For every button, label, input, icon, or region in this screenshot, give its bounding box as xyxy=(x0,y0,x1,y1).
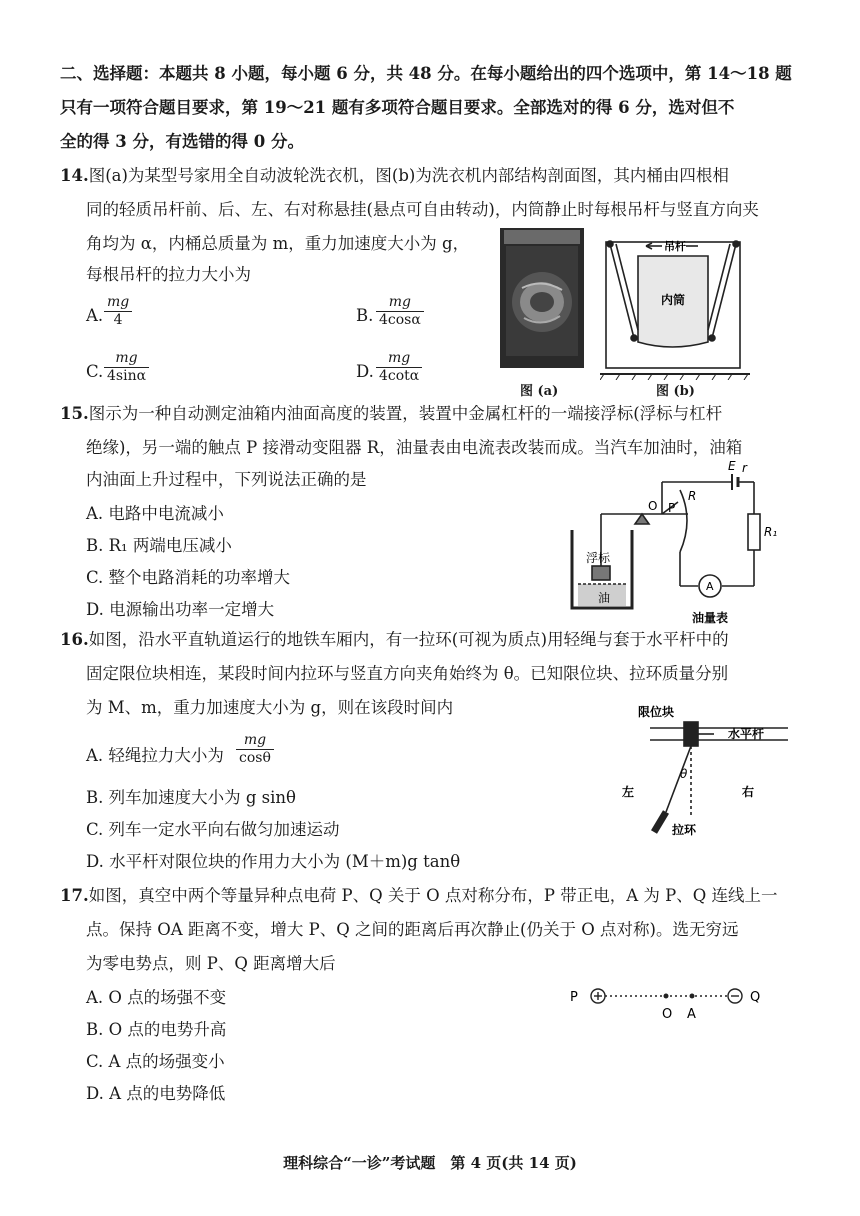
label-r: r xyxy=(742,461,747,475)
q14-stem-1: 图(a)为某型号家用全自动波轮洗衣机，图(b)为洗衣机内部结构剖面图，其内桶由四根相 xyxy=(88,166,729,185)
label-Q-charge: Q xyxy=(750,990,761,1005)
label-pull-ring: 拉环 xyxy=(672,823,697,837)
q17-stem-1: 如图，真空中两个等量异种点电荷 P、Q 关于 O 点对称分布，P 带正电，A 为 P、Q 连线上一 xyxy=(88,886,778,905)
q17-line-2: 点。保持 OA 距离不变，增大 P、Q 之间的距离后再次静止(仍关于 O 点对称)。选无穷远 xyxy=(86,920,739,939)
label-O-point: O xyxy=(662,1007,673,1022)
q14-option-d-label: D. xyxy=(356,362,374,381)
frac-denominator: 4sinα xyxy=(107,368,147,384)
label-R1: R₁ xyxy=(764,525,778,539)
washer-structure-diagram xyxy=(600,232,750,380)
label-R: R xyxy=(688,489,697,503)
label-ammeter: A xyxy=(706,580,714,593)
q17-line-1 xyxy=(60,884,777,908)
label-P-charge: P xyxy=(570,990,578,1005)
q16-number: 16. xyxy=(60,630,89,649)
q15-number: 15. xyxy=(60,404,89,423)
frac-numerator: mg xyxy=(376,294,424,312)
label-inner-drum: 内筒 xyxy=(661,293,686,307)
frac-numerator: mg xyxy=(236,732,274,750)
q14-option-b-fraction xyxy=(376,294,424,329)
q16-line-1 xyxy=(60,628,729,652)
label-P: P xyxy=(668,501,676,515)
section-instruction-line-1: 二、选择题：本题共 8 小题，每小题 6 分，共 48 分。在每小题给出的四个选项中，第 14～18 题 xyxy=(60,64,792,83)
q17-option-d: D. A 点的电势降低 xyxy=(86,1084,226,1103)
label-E: E xyxy=(728,460,736,473)
frac-numerator: mg xyxy=(376,350,422,368)
label-float: 浮标 xyxy=(586,551,611,565)
frac-denominator: 4cosα xyxy=(379,312,421,328)
frac-denominator: 4cotα xyxy=(379,368,420,384)
q17-line-3: 为零电势点，则 P、Q 距离增大后 xyxy=(86,954,336,973)
q14-number: 14. xyxy=(60,166,89,185)
q14-option-c-fraction xyxy=(104,350,149,385)
section-instruction-line-2: 只有一项符合题目要求，第 19～21 题有多项符合题目要求。全部选对的得 6 分，选对但不 xyxy=(60,98,735,117)
label-theta: θ xyxy=(680,767,688,781)
frac-numerator: mg xyxy=(104,350,149,368)
q16-option-a-fraction xyxy=(236,732,274,767)
label-oil: 油 xyxy=(598,591,611,605)
q17-number: 17. xyxy=(60,886,89,905)
q15-line-1 xyxy=(60,402,722,426)
q14-line-4: 每根吊杆的拉力大小为 xyxy=(86,265,251,284)
q16-line-2: 固定限位块相连，某段时间内拉环与竖直方向夹角始终为 θ。已知限位块、拉环质量分别 xyxy=(86,664,729,683)
q14-option-c-label: C. xyxy=(86,362,104,381)
label-O: O xyxy=(648,499,658,513)
frac-denominator: 4 xyxy=(113,312,123,328)
q16-line-3: 为 M、m，重力加速度大小为 g，则在该段时间内 xyxy=(86,698,454,717)
q15-option-a: A. 电路中电流减小 xyxy=(86,504,224,523)
frac-denominator: cosθ xyxy=(239,750,271,766)
oil-gauge-circuit-diagram xyxy=(562,460,792,628)
q16-option-c: C. 列车一定水平向右做匀加速运动 xyxy=(86,820,340,839)
label-oil-gauge: 油量表 xyxy=(692,611,729,625)
q14-option-d-fraction xyxy=(376,350,422,385)
q15-option-d: D. 电源输出功率一定增大 xyxy=(86,600,275,619)
figure-b-caption: 图 (b) xyxy=(656,384,695,399)
q15-option-b: B. R₁ 两端电压减小 xyxy=(86,536,232,555)
point-charges-diagram xyxy=(564,982,774,1022)
q15-option-c: C. 整个电路消耗的功率增大 xyxy=(86,568,291,587)
washer-photo-illustration xyxy=(500,228,584,368)
q16-option-b: B. 列车加速度大小为 g sinθ xyxy=(86,788,296,807)
q16-option-a-text: A. 轻绳拉力大小为 xyxy=(86,746,224,765)
label-horizontal-rod: 水平杆 xyxy=(728,727,765,741)
q17-option-a: A. O 点的场强不变 xyxy=(86,988,227,1007)
page-footer: 理科综合“一诊”考试题 第 4 页(共 14 页) xyxy=(283,1154,577,1172)
frac-numerator: mg xyxy=(104,294,132,312)
q14-option-a-label: A. xyxy=(86,306,104,325)
label-left: 左 xyxy=(622,785,635,799)
q17-option-c: C. A 点的场强变小 xyxy=(86,1052,225,1071)
q14-line-2: 同的轻质吊杆前、后、左、右对称悬挂(悬点可自由转动)，内筒静止时每根吊杆与竖直方向夹 xyxy=(86,200,759,219)
pull-ring-diagram xyxy=(610,700,790,840)
q15-line-3: 内油面上升过程中，下列说法正确的是 xyxy=(86,470,367,489)
q17-option-b: B. O 点的电势升高 xyxy=(86,1020,227,1039)
washing-machine-photo xyxy=(500,228,584,368)
q16-stem-1: 如图，沿水平直轨道运行的地铁车厢内，有一拉环(可视为质点)用轻绳与套于水平杆中的 xyxy=(88,630,729,649)
figure-a-caption: 图 (a) xyxy=(520,384,559,399)
label-limit-block: 限位块 xyxy=(638,705,675,719)
q15-line-2: 绝缘)，另一端的触点 P 接滑动变阻器 R，油量表由电流表改装而成。当汽车加油时，油箱 xyxy=(86,438,743,457)
label-A-point: A xyxy=(687,1007,696,1022)
q16-option-d: D. 水平杆对限位块的作用力大小为 (M＋m)g tanθ xyxy=(86,852,461,871)
section-instruction-line-3: 全的得 3 分，有选错的得 0 分。 xyxy=(60,132,304,151)
label-right: 右 xyxy=(742,785,755,799)
q15-stem-1: 图示为一种自动测定油箱内油面高度的装置，装置中金属杠杆的一端接浮标(浮标与杠杆 xyxy=(88,404,723,423)
q14-line-1 xyxy=(60,164,729,188)
q14-option-b-label: B. xyxy=(356,306,374,325)
label-rod: 吊杆 xyxy=(664,240,686,253)
q14-option-a-fraction xyxy=(104,294,132,329)
q14-line-3: 角均为 α，内桶总质量为 m，重力加速度大小为 g， xyxy=(86,234,470,253)
